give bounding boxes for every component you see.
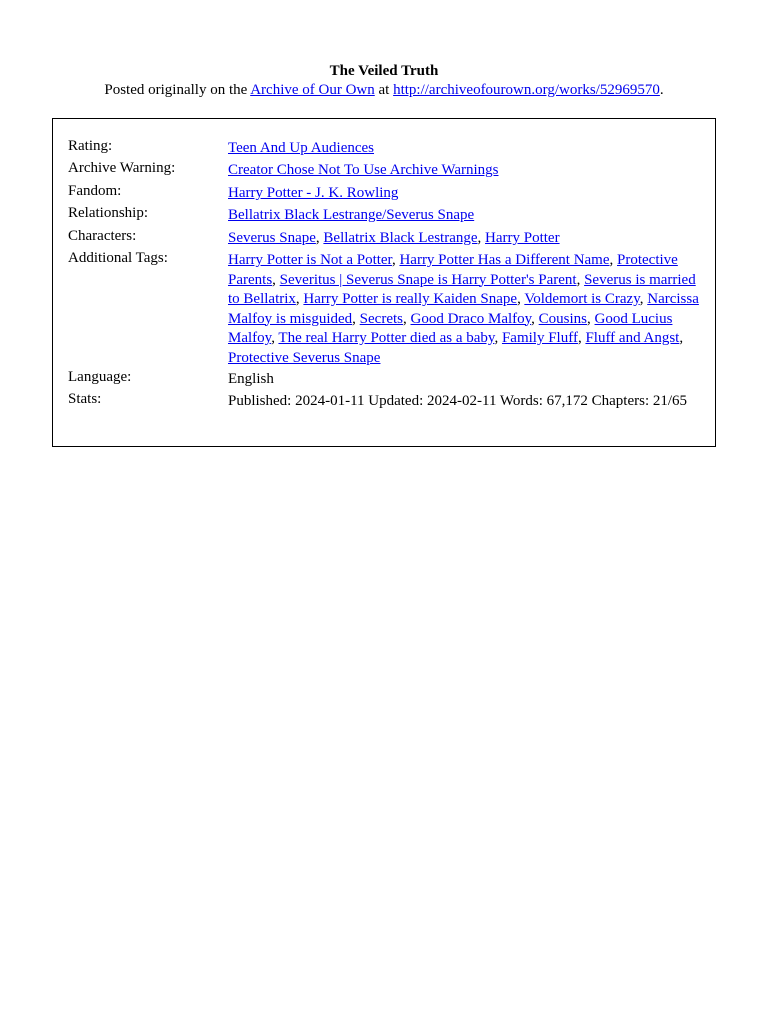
- stats-label: Stats:: [68, 391, 102, 407]
- fandom-value: [228, 184, 700, 204]
- warning-tag-link[interactable]: Creator Chose Not To Use Archive Warnings: [228, 162, 499, 178]
- language-label: Language:: [68, 369, 132, 385]
- freeform-tag-link[interactable]: Protective Severus Snape: [228, 349, 381, 366]
- work-meta-box: [52, 118, 716, 447]
- fandom-tag-link[interactable]: Harry Potter - J. K. Rowling: [228, 185, 399, 201]
- language-value: English: [228, 371, 274, 387]
- characters-value: Severus Snape, Bellatrix Black Lestrange, Harry Potter: [228, 230, 560, 246]
- work-url-link[interactable]: http://archiveofourown.org/works/52969570: [393, 82, 660, 98]
- freeform-tag-link[interactable]: Severus is married to Bellatrix: [228, 271, 696, 307]
- freeform-tag-link[interactable]: Voldemort is Crazy: [524, 291, 640, 307]
- rating-label: Rating:: [68, 138, 113, 154]
- freeform-tag-link[interactable]: Good Draco Malfoy: [410, 310, 532, 327]
- warning-label: Archive Warning:: [68, 160, 176, 176]
- relationship-label: Relationship:: [68, 205, 148, 221]
- freeform-tag-link[interactable]: Narcissa Malfoy is misguided: [228, 291, 699, 327]
- stats-value: Published: 2024-01-11 Updated: 2024-02-11 Words: 67,172 Chapters: 21/65: [228, 393, 688, 409]
- relationship-tag-link[interactable]: Bellatrix Black Lestrange/Severus Snape: [228, 207, 475, 223]
- freeform-tag-link[interactable]: Protective Parents: [228, 252, 678, 288]
- posted-line: [0, 81, 768, 100]
- character-tag-link[interactable]: Harry Potter: [485, 230, 560, 246]
- posted-prefix: Posted originally on the: [104, 82, 251, 98]
- additional-tags-label: Additional Tags:: [68, 250, 168, 266]
- character-tag-link[interactable]: Severus Snape: [228, 230, 316, 246]
- document-header: [0, 62, 768, 100]
- freeform-tag-link[interactable]: Fluff and Angst: [585, 330, 680, 346]
- relationship-value: [228, 206, 700, 226]
- character-tag-link[interactable]: Bellatrix Black Lestrange: [323, 230, 478, 246]
- characters-label: Characters:: [68, 228, 137, 244]
- fandom-label: Fandom:: [68, 183, 122, 199]
- freeform-tag-link[interactable]: Good Lucius Malfoy: [228, 310, 673, 346]
- freeform-tag-link[interactable]: Harry Potter Has a Different Name: [399, 252, 610, 268]
- rating-tag-link[interactable]: Teen And Up Audiences: [228, 140, 375, 156]
- freeform-tag-link[interactable]: The real Harry Potter died as a baby: [278, 330, 495, 346]
- archive-link[interactable]: Archive of Our Own: [250, 82, 375, 98]
- freeform-tag-link[interactable]: Family Fluff: [501, 330, 578, 346]
- additional-tags-value: Harry Potter is Not a Potter, Harry Potter Has a Different Name, Protective Parents, Severitus | Severus Snape is Harry Potter's Parent, Severus is married to Bellatrix, Harry Potter is really Kaiden Snape, Voldemort is Crazy, Narcissa Malfoy is misguided, Secrets, Good Draco Malfoy, Cousins, Good Lucius Malfoy, The real Harry Potter died as a baby, Family Fluff, Fluff and Angst, Protective Severus Snape: [228, 252, 699, 366]
- period: .: [659, 82, 664, 98]
- rating-value: [228, 139, 700, 159]
- work-title: The Veiled Truth: [329, 63, 439, 79]
- freeform-tag-link[interactable]: Severitus | Severus Snape is Harry Potter's Parent: [279, 271, 577, 288]
- freeform-tag-link[interactable]: Secrets: [359, 310, 403, 327]
- warning-value: [228, 161, 700, 181]
- freeform-tag-link[interactable]: Cousins: [538, 310, 588, 327]
- freeform-tag-link[interactable]: Harry Potter is really Kaiden Snape: [303, 291, 518, 307]
- at-text: at: [374, 82, 394, 98]
- freeform-tag-link[interactable]: Harry Potter is Not a Potter: [228, 252, 392, 268]
